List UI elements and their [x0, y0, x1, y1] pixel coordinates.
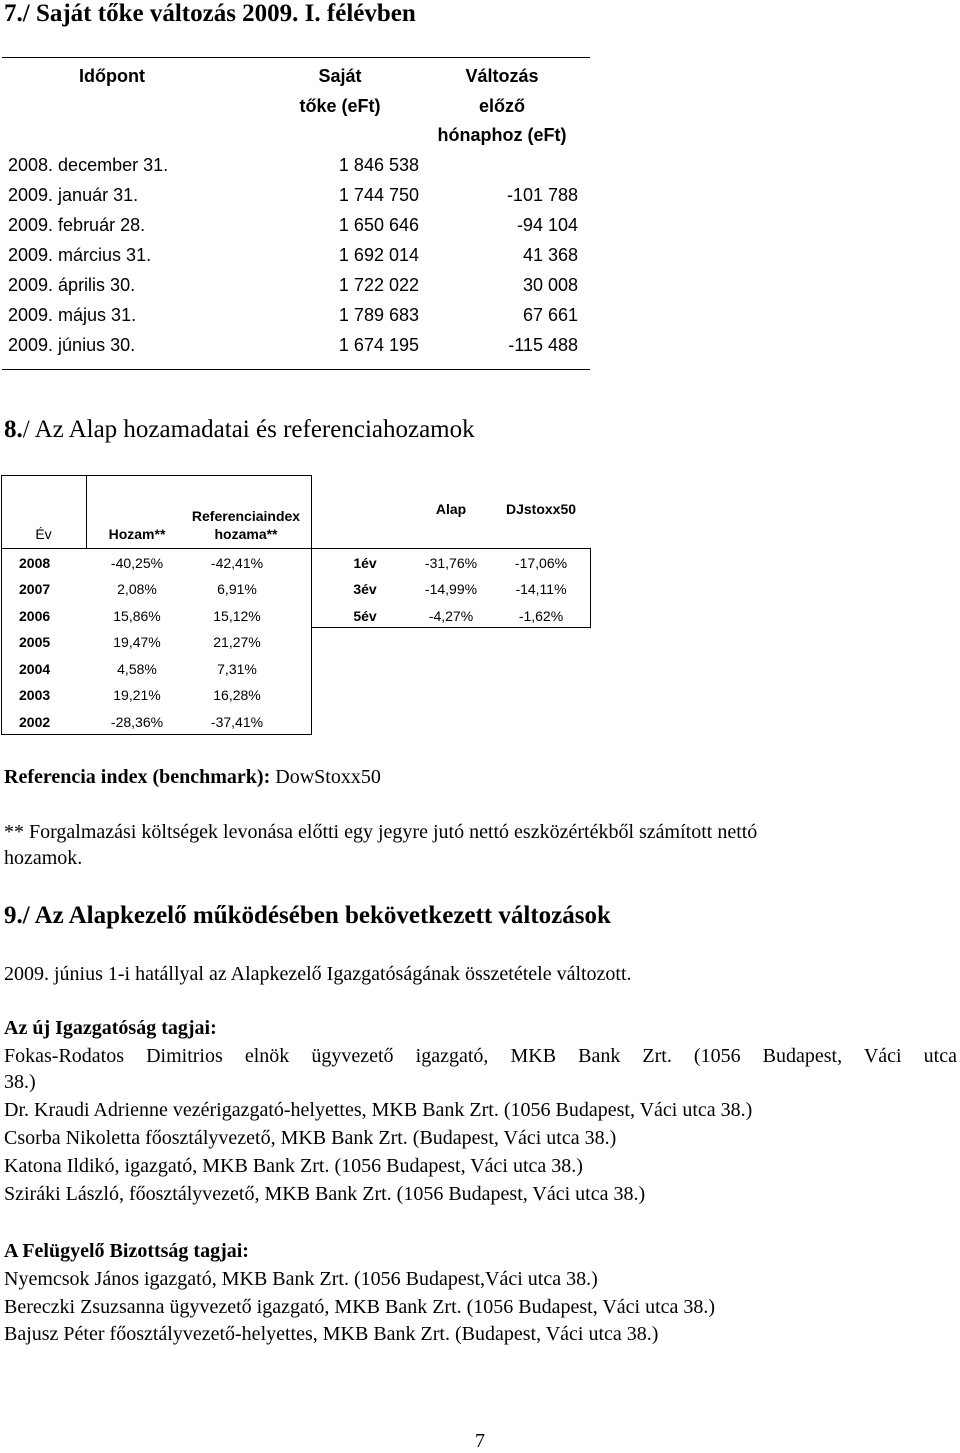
cell-ref: 7,31% — [217, 661, 257, 677]
grid-line — [311, 475, 312, 735]
equity-change-table — [2, 57, 590, 370]
section-7-title: 7./ Saját tőke változás 2009. I. félévben — [4, 0, 416, 27]
cell-equity: 1 789 683 — [338, 305, 419, 325]
cell-equity: 1 692 014 — [338, 245, 419, 265]
footnote-line-1: ** Forgalmazási költségek levonása előtti egy jegyre jutó nettó eszközértékből számított nettó — [4, 821, 758, 843]
table-row — [2, 305, 590, 335]
board-member-first-text: Fokas-Rodatos Dimitrios elnök ügyvezető igazgató, MKB Bank Zrt. (1056 Budapest, Váci utca — [4, 1045, 957, 1067]
cell-equity: 1 650 646 — [338, 215, 419, 235]
cell-return: 2,08% — [117, 581, 157, 597]
cell-year: 2005 — [19, 634, 51, 650]
header-fund: Alap — [435, 501, 467, 517]
cell-year: 2007 — [19, 581, 51, 597]
returns-table — [1, 475, 591, 735]
cell-equity: 1 674 195 — [338, 335, 419, 355]
cell-change: -94 104 — [516, 215, 578, 235]
table-row — [2, 185, 590, 215]
header-change-line2: előző — [478, 96, 525, 116]
cell-year: 2002 — [19, 714, 51, 730]
board-member: Dr. Kraudi Adrienne vezérigazgató-helyettes, MKB Bank Zrt. (1056 Budapest, Váci utca 38.) — [4, 1099, 753, 1121]
grid-line — [1, 475, 312, 476]
cell-ref: 15,12% — [213, 608, 261, 624]
board-member-first — [4, 1045, 957, 1068]
cell-change: 41 368 — [522, 245, 578, 265]
cell-return: -28,36% — [110, 714, 164, 730]
section-9-intro: 2009. június 1-i hatállyal az Alapkezelő Igazgatóságának összetétele változott. — [4, 963, 632, 985]
cell-index: -1,62% — [518, 608, 564, 624]
header-change-line1: Változás — [465, 66, 539, 86]
cell-equity: 1 846 538 — [338, 155, 419, 175]
header-year: Év — [35, 526, 52, 542]
benchmark-value: DowStoxx50 — [270, 766, 381, 788]
cell-ref: 6,91% — [217, 581, 257, 597]
cell-equity: 1 744 750 — [338, 185, 419, 205]
board-member: Sziráki László, főosztályvezető, MKB Bank Zrt. (1056 Budapest, Váci utca 38.) — [4, 1183, 646, 1205]
cell-year: 2008 — [19, 555, 51, 571]
cell-change: -101 788 — [506, 185, 578, 205]
grid-line — [1, 475, 2, 735]
header-ref-line2: hozama** — [214, 526, 278, 542]
cell-return: -40,25% — [110, 555, 164, 571]
cell-date: 2009. február 28. — [8, 215, 146, 235]
cell-year: 2006 — [19, 608, 51, 624]
cell-ref: 16,28% — [213, 687, 261, 703]
cell-equity: 1 722 022 — [338, 275, 419, 295]
header-ref-line1: Referenciaindex — [191, 508, 301, 524]
cell-date: 2009. június 30. — [8, 335, 136, 355]
cell-fund: -31,76% — [424, 555, 478, 571]
cell-period: 5év — [353, 608, 377, 624]
benchmark-line — [4, 766, 381, 789]
header-date: Időpont — [79, 66, 145, 86]
board-member: Katona Ildikó, igazgató, MKB Bank Zrt. (1056 Budapest, Váci utca 38.) — [4, 1155, 583, 1177]
header-change-line3: hónaphoz (eFt) — [437, 125, 567, 145]
table-row — [2, 155, 590, 185]
cell-date: 2009. március 31. — [8, 245, 152, 265]
cell-date: 2009. május 31. — [8, 305, 137, 325]
benchmark-label: Referencia index (benchmark): — [4, 766, 271, 788]
cell-return: 19,21% — [113, 687, 161, 703]
header-equity-line1: Saját — [318, 66, 362, 86]
table-row — [2, 335, 590, 365]
cell-index: -14,11% — [515, 581, 567, 597]
cell-ref: 21,27% — [213, 634, 261, 650]
cell-return: 19,47% — [113, 634, 161, 650]
supervisory-member: Nyemcsok János igazgató, MKB Bank Zrt. (1056 Budapest,Váci utca 38.) — [4, 1268, 598, 1290]
cell-ref: -42,41% — [210, 555, 264, 571]
cell-index: -17,06% — [514, 555, 568, 571]
section-9-title: 9./ Az Alapkezelő működésében bekövetkezett változások — [4, 902, 611, 929]
supervisory-heading: A Felügyelő Bizottság tagjai: — [4, 1240, 249, 1262]
grid-line — [1, 548, 591, 549]
header-equity-line2: tőke (eFt) — [299, 96, 381, 116]
cell-year: 2003 — [19, 687, 51, 703]
section-8-title: 8./ Az Alap hozamadatai és referenciahozamok — [4, 416, 475, 443]
cell-date: 2009. január 31. — [8, 185, 139, 205]
cell-fund: -14,99% — [424, 581, 478, 597]
footnote-line-2: hozamok. — [4, 847, 83, 869]
header-index: DJstoxx50 — [505, 501, 577, 517]
table-row — [2, 245, 590, 275]
cell-return: 4,58% — [117, 661, 157, 677]
table-row — [2, 275, 590, 305]
table-row — [2, 215, 590, 245]
cell-return: 15,86% — [113, 608, 161, 624]
grid-line — [311, 627, 591, 628]
cell-date: 2008. december 31. — [8, 155, 169, 175]
section-8-title-text: / Az Alap hozamadatai és referenciahozamok — [22, 416, 475, 443]
board-heading: Az új Igazgatóság tagjai: — [4, 1017, 217, 1039]
cell-year: 2004 — [19, 661, 51, 677]
cell-change: -115 488 — [508, 335, 578, 355]
board-member: Csorba Nikoletta főosztályvezető, MKB Bank Zrt. (Budapest, Váci utca 38.) — [4, 1127, 617, 1149]
page-number: 7 — [475, 1430, 485, 1452]
cell-change: 30 008 — [522, 275, 578, 295]
cell-period: 3év — [353, 581, 377, 597]
cell-fund: -4,27% — [428, 608, 474, 624]
supervisory-member: Bajusz Péter főosztályvezető-helyettes, MKB Bank Zrt. (Budapest, Váci utca 38.) — [4, 1323, 659, 1345]
cell-date: 2009. április 30. — [8, 275, 136, 295]
board-member-first-cont: 38.) — [4, 1071, 36, 1093]
grid-line — [1, 734, 312, 735]
cell-ref: -37,41% — [210, 714, 264, 730]
supervisory-member: Bereczki Zsuzsanna ügyvezető igazgató, MKB Bank Zrt. (1056 Budapest, Váci utca 38.) — [4, 1296, 716, 1318]
cell-period: 1év — [353, 555, 377, 571]
cell-change: 67 661 — [522, 305, 578, 325]
header-return: Hozam** — [108, 526, 166, 542]
